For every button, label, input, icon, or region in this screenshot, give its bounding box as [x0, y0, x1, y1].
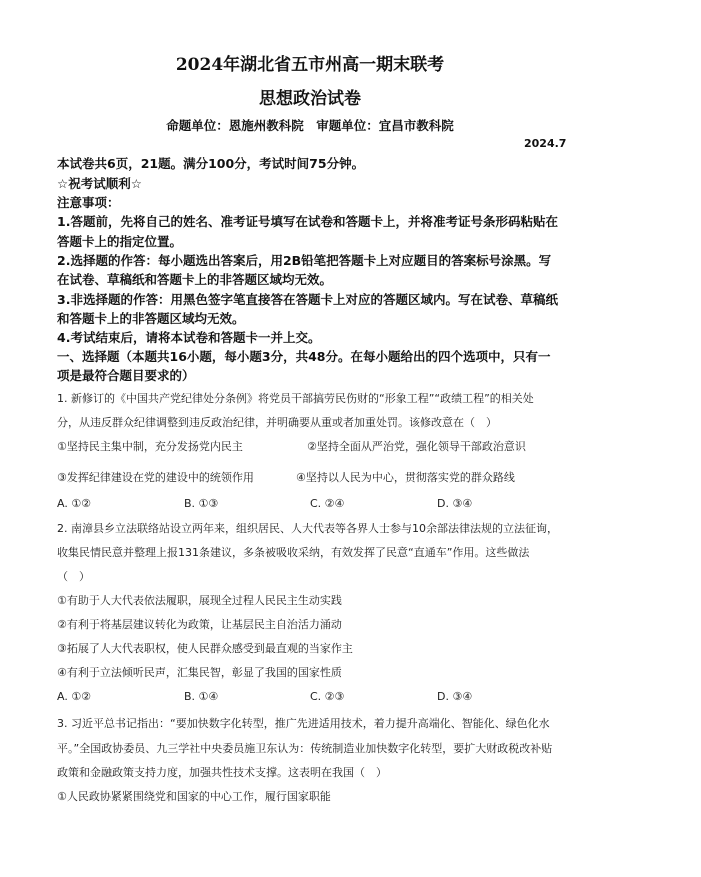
exam-date: 2024.7 — [524, 137, 567, 150]
intro-line: 本试卷共6页，21题。满分100分，考试时间75分钟。 — [57, 156, 365, 171]
exam-title: 2024年湖北省五市州高一期末联考 — [175, 55, 445, 75]
q1-option-4: ④坚持以人民为中心，贯彻落实党的群众路线 — [296, 471, 515, 484]
q2-stem-blank: （ ） — [57, 570, 90, 583]
exam-units: 命题单位：恩施州教科院 审题单位：宜昌市教科院 — [166, 118, 454, 133]
intro-wish: ☆祝考试顺利☆ — [57, 176, 142, 191]
notice-title: 注意事项： — [57, 195, 120, 210]
section-heading: 一、选择题（本题共16小题，每小题3分，共48分。在每小题给出的四个选项中，只有一 — [57, 349, 551, 364]
q1-choice-a: A. ①② — [57, 497, 92, 510]
q2-option-1: ①有助于人大代表依法履职，展现全过程人民民主生动实践 — [57, 594, 342, 607]
notice-4: 4.考试结束后，请将本试卷和答题卡一并上交。 — [57, 330, 321, 345]
q1-option-1: ①坚持民主集中制，充分发扬党内民主 — [57, 440, 243, 453]
notice-1-cont: 答题卡上的指定位置。 — [57, 234, 183, 249]
q2-choice-b: B. ①④ — [184, 690, 219, 703]
q2-choice-d: D. ③④ — [437, 690, 473, 703]
notice-1: 1.答题前，先将自己的姓名、准考证号填写在试卷和答题卡上，并将准考证号条形码粘贴在 — [57, 214, 558, 229]
q3-stem-cont: 平。”全国政协委员、九三学社中央委员施卫东认为：传统制造业加快数字化转型，要扩大财政税改补贴 — [57, 742, 553, 755]
q1-choice-c: C. ②④ — [310, 497, 345, 510]
q1-option-3: ③发挥纪律建设在党的建设中的统领作用 — [57, 471, 254, 484]
q2-choice-a: A. ①② — [57, 690, 92, 703]
subject-title: 思想政治试卷 — [259, 89, 361, 109]
section-heading-cont: 项是最符合题目要求的） — [57, 368, 195, 383]
q3-stem-cont2: 政策和金融政策支持力度，加强共性技术支撑。这表明在我国（ ） — [57, 766, 387, 779]
q2-choice-c: C. ②③ — [310, 690, 345, 703]
q1-stem-cont: 分，从违反群众纪律调整到违反政治纪律，并明确要从重或者加重处罚。该修改意在（ ） — [57, 416, 497, 429]
q3-stem: 3. 习近平总书记指出：“要加快数字化转型，推广先进适用技术，着力提升高端化、智能化、绿色化水 — [57, 717, 550, 730]
q2-option-3: ③拓展了人大代表职权，使人民群众感受到最直观的当家作主 — [57, 642, 353, 655]
notice-2-cont: 在试卷、草稿纸和答题卡上的非答题区域均无效。 — [57, 272, 333, 287]
q2-option-4: ④有利于立法倾听民声，汇集民智，彰显了我国的国家性质 — [57, 666, 342, 679]
q1-option-2: ②坚持全面从严治党，强化领导干部政治意识 — [307, 440, 526, 453]
notice-3-cont: 和答题卡上的非答题区域均无效。 — [57, 311, 245, 326]
q3-option-1: ①人民政协紧紧围绕党和国家的中心工作，履行国家职能 — [57, 790, 331, 803]
q1-choice-d: D. ③④ — [437, 497, 473, 510]
q1-stem: 1. 新修订的《中国共产党纪律处分条例》将党员干部搞劳民伤财的“形象工程”“政绩工程”的相关处 — [57, 392, 534, 405]
q2-option-2: ②有利于将基层建议转化为政策，让基层民主自治活力涌动 — [57, 618, 342, 631]
notice-3: 3.非选择题的作答：用黑色签字笔直接答在答题卡上对应的答题区域内。写在试卷、草稿纸 — [57, 292, 558, 307]
q2-stem-cont: 收集民情民意并整理上报131条建议，多条被吸收采纳，有效发挥了民意“直通车”作用。这些做法 — [57, 546, 530, 559]
q2-stem: 2. 南漳县乡立法联络站设立两年来，组织居民、人大代表等各界人士参与10余部法律法规的立法征询， — [57, 522, 558, 535]
notice-2: 2.选择题的作答：每小题选出答案后，用2B铅笔把答题卡上对应题目的答案标号涂黑。写 — [57, 253, 552, 268]
q1-choice-b: B. ①③ — [184, 497, 219, 510]
